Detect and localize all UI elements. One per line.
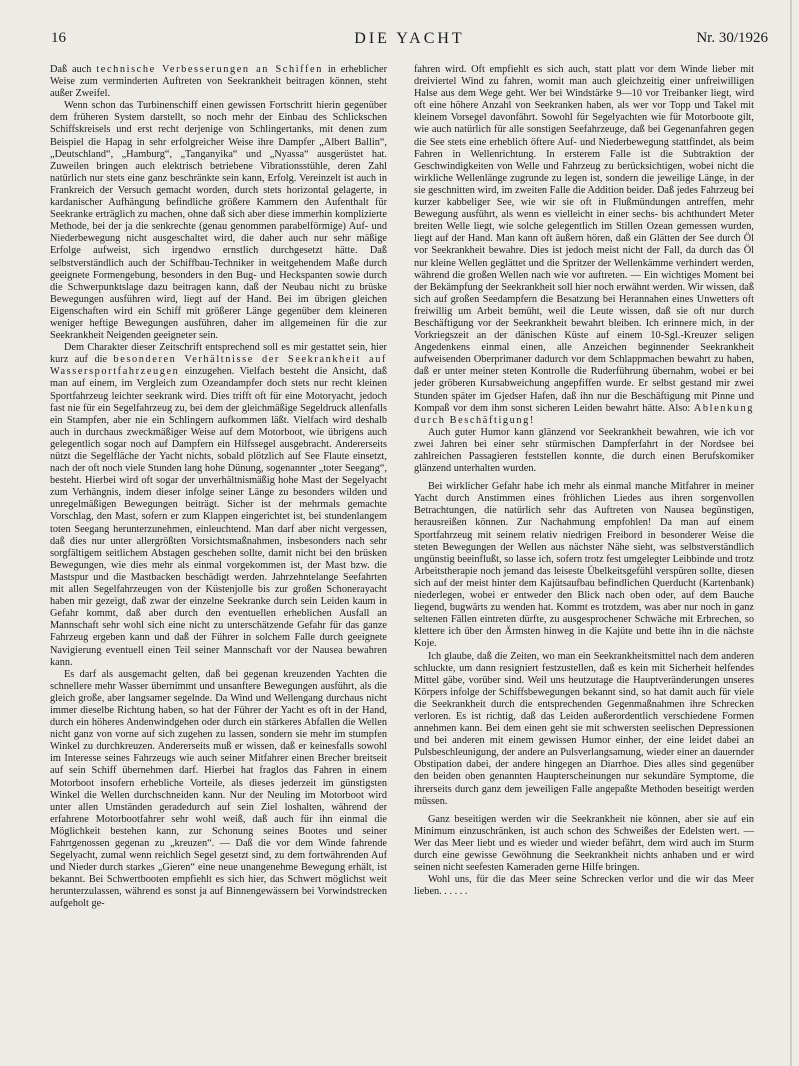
paragraph: Ich glaube, daß die Zeiten, wo man ein Seekrankheitsmittel nach dem anderen schluckte, um dann resigniert festzustellen, daß es kein mit Sicherheit helfendes Mittel gäbe, vorüber sind. Weil uns heutzutage die Hauptveränderungen unseres Körpers infolge der Schiffsbewegungen bekannt sind, so hat damit auch für viele die Seekrankheit durch die entsprechenden Gegenmaßnahmen ihre Schrecken verloren. Es ist richtig, daß das Leiden außerordentlich verschiedene Formen annehmen kann. Bei dem einen geht sie mit schwersten seelischen Depressionen und bei anderen mit einem gewissen Humor einher, der eine leidet dabei an Pulsbeschleunigung, der andere an Pulsverlangsamung, wieder einer an dauernder Obstipation dabei, der andere hingegen an Diarrhoe. Dies alles sind gegenüber den beiden oben genannten Haupterscheinungen nur sekundäre Symptome, die ihrerseits durch ganz dem jeweiligen Falle angepaßte Methoden beseitigt werden müssen. (414, 650, 754, 807)
spaced-emphasis: technische Verbesserungen an Schiffen (96, 64, 323, 75)
paragraph: Es darf als ausgemacht gelten, daß bei gegenan kreuzenden Yachten die schnellere mehr Wasser übernimmt und unsanftere Bewegungen ausführt, als die gleich große, aber langsamer segelnde. Da Wind und Wellengang durchaus nicht immer dieselbe Richtung haben, so hat der Führer der Yacht es oft in der Hand, durch ein höheres Andenwindgehen oder durch ein stärkeres Abfallen die Wellen nicht ganz von vorne auf sich zugehen zu lassen, sondern sie mehr im stumpfen Winkel zu durchkreuzen. Andererseits muß er wissen, daß er keinesfalls sowohl im Interesse seines Fahrzeugs wie auch seiner Mitfahrer einen Brecher breitseit auf sein Schiff übernehmen darf. Hierbei hat fraglos das Fahren in einem Motorboot insofern erhebliche Vorteile, als dieses jederzeit im günstigsten Winkel die Wellen durchschneiden kann. Nur der Neuling im Motorboot wird unter allen Umständen geradedurch auf sein Ziel loshalten, während der erfahrene Motorbootfahrer sehr wohl weiß, daß auch für ihn einmal die Möglichkeit bestehen kann, zur Schonung seines Bootes und seiner Fahrtgenossen gegenan zu „kreuzen“. — Daß die vor dem Winde fahrende Segelyacht, zumal wenn reichlich Segel gesetzt sind, zu dem fortwährenden Auf und Nieder durch starkes „Gieren“ eine neue unangenehme Bewegung erhält, ist bekannt. Bei Schwertbooten empfiehlt es sich hier, das Schwert möglichst weit herunterzulassen, während es sonst ja auf Binnengewässern bei Vorwindstrecken aufgeholt ge- (50, 668, 387, 910)
paragraph: Auch guter Humor kann glänzend vor Seekrankheit bewahren, wie ich vor zwei Jahren bei einer sehr stürmischen Dampferfahrt in der Nordsee bei zahlreichen Passagieren feststellen konnte, die durch einen Berufskomiker glänzend unterhalten wurden. (414, 426, 754, 475)
page-number: 16 (51, 30, 66, 46)
magazine-title: DIE YACHT (354, 30, 465, 47)
paragraph: Dem Charakter dieser Zeitschrift entsprechend soll es mir gestattet sein, hier kurz auf die besonderen Verhältnisse der Seekrankheit auf Wassersportfahrzeugen einzugehen. Vielfach besteht die Ansicht, daß man auf einem, im Vergleich zum Ozeandampfer doch stets nur recht kleinen Sportfahrzeug leichter seekrank wird. Dies trifft oft für eine Motoryacht, jedoch fast nie für ein Segelfahrzeug zu, bei dem der gleichmäßige Segeldruck allenfalls ein Stampfen, aber nie ein Schlingern aufkommen läßt. Vielfach wird deshalb auch in durchaus zweckmäßiger Weise auf dem Motorboot, wie übrigens auch gelegentlich sogar noch auf Dampfern ein Hilfssegel ausgebracht. Andererseits nützt die Segelfläche der Yacht nichts, sobald plötzlich auf See Flaute einsetzt, nach der oft noch viele Stunden lang hohe Dünung, sogenannter „toter Seegang“, besteht. Hierbei wird oft sogar der unverhältnismäßig hohe Mast der Segelyacht zum Verhängnis, indem dieser infolge seiner Länge zu besonders wilden und unregelmäßigen Bewegungen beiträgt. Sicher ist der mehrmals gemachte Vorschlag, den Mast, sofern er zum Klappen eingerichtet ist, bei stundenlangem toten Seegang herunterzunehmen, einleuchtend. Man darf aber nicht vergessen, daß dies nur unter allergrößten Vorsichtsmaßnahmen, insbesonders nach sehr sorgfältigem seitlichem Abstagen geschehen sollte, damit nicht bei den brüsken Bewegungen, wie dies mehr als einmal vorgekommen ist, der Mast bzw. die Mastspur und die Mastbacken beschädigt werden. Jahrzehntelange Seefahrten mit allen Segelfahrzeugen von der Küstenjolle bis zur großen Schonerayacht haben mir gezeigt, daß zwar der einzelne Seekranke durch sein Leiden kaum in Gefahr kommt, daß aber durch den eventuellen erheblichen Ausfall an Mannschaft sehr wohl sich eine nicht zu unterschätzende Gefahr für das ganze Fahrzeug ergeben kann und daß der Führer in solchem Falle durch geeignete Navigierung eventuell einen Teil seiner Mannschaft vor der Nausea bewahren kann. (50, 342, 388, 668)
issue-number: Nr. 30/1926 (696, 30, 768, 46)
right-column (414, 64, 754, 898)
spaced-emphasis: besonderen Verhältnisse der Seekrankheit auf Wassersportfahrzeugen (50, 354, 388, 378)
paragraph: Daß auch technische Verbesserungen an Schiffen in erheblicher Weise zum verminderten Auftreten von Seekrankheit beitragen können, steht außer Zweifel. (50, 64, 387, 100)
spaced-emphasis: Ablenkung durch Beschäftigung! (414, 402, 754, 426)
page-edge-line (790, 0, 792, 1066)
paragraph: Bei wirklicher Gefahr habe ich mehr als einmal manche Mitfahrer in meiner Yacht durch Anstimmen eines fröhlichen Liedes aus ihren sorgenvollen Betrachtungen, die natürlich sehr das Auftreten von Nausea begünstigen, herausreißen können. Zur Nachahmung empfohlen! Da man auf einem Sportfahrzeug mit seinem relativ niedrigen Freibord in besonderer Weise die steten Bewegungen der Wellen aus nächster Nähe sieht, was selbstverständlich ungünstig beeinflußt, so lasse ich, sofern trotz fest umgelegter Leibbinde und trotz Arbeitstherapie noch jemand das leiseste Übelkeitsgefühl verspüren sollte, diesen sich auf der meist hinter dem Kajütsaufbau befindlichen Querducht (Kartenbank) niederlegen, wobei er entweder den Blick nach oben oder, auf dem Bauche liegend, bugwärts zu wenden hat. Kommt es trotzdem, was aber nur noch in ganz seltenen Fällen eintreten dürfte, zu ausgesprochener Schwäche mit Erbrechen, so klettere ich über den Ärmsten hinweg in die Kajüte und bette ihn in die nächste Koje. (414, 481, 754, 650)
paragraph: Wenn schon das Turbinenschiff einen gewissen Fortschritt hierin gegenüber dem früheren System darstellt, so noch mehr der Einbau des Schlickschen Schiffskreisels und erst recht derjenige von Schlingertanks, mit denen zum Beispiel die Hapag in sehr erfolgreicher Weise ihre Dampfer „Albert Ballin“, „Deutschland“, „Hamburg“, „Tanganyika“ und „Nyassa“ ausgerüstet hat. Zuweilen bringen auch elektrisch betriebene Vibrationsstühle, deren Zahl natürlich nur stets eine ganz beschränkte sein kann, Erfolg. Vereinzelt ist auch in Frankreich der Versuch gemacht worden, durch stets horizontal gelagerte, in kardanischer Aufhängung befindliche größere Kammern den Aufenthalt für Seekranke erträglich zu machen, ohne daß sich aber diese immerhin komplizierte Methode, bei der ja die senkrechte (genau genommen parabelförmige) Auf- und Niederbewegung nicht ausgeschaltet wird, die daher auch nur sehr mäßige Erfolge aufweist, sich irgendwo ernstlich durchgesetzt hätte. Daß selbstverständlich auch der Schiffbau-Techniker in weitgehendem Maße durch geeignete Formengebung, besonders in den Bug- und Heckspanten sowie durch die Schwerpunktslage dazu beitragen kann, daß der Neubau nicht zu brüske Bewegungen ausführen wird, liegt auf der Hand. Bei im übrigen gleichen Eigenschaften wird ein Schiff mit größerer Länge gegenüber dem kleineren weniger heftige Bewegungen ausführen, daher im allgemeinen für die zur Seekrankheit Neigenden geeigneter sein. (50, 100, 387, 342)
page-header (51, 30, 768, 52)
left-column (50, 64, 387, 911)
paragraph: Ganz beseitigen werden wir die Seekrankheit nie können, aber sie auf ein Minimum einzuschränken, ist auch schon des Schweißes der Edelsten wert. — Wer das Meer liebt und es wieder und wieder befährt, dem wird auch im Sturm durch eine gewisse Gewöhnung die Seekrankheit nichts anhaben und er wird seinen nicht seefesten Kameraden gerne Hilfe bringen. (414, 813, 754, 874)
paragraph: fahren wird. Oft empfiehlt es sich auch, statt platt vor dem Winde lieber mit dreiviertel Wind zu fahren, womit man auch gleichzeitig einer unfreiwilligen Halse aus dem Wege geht. Wer bei Windstärke 9—10 vor Treibanker liegt, wird oft eine höhere Anzahl von Seekranken haben, als wer vor Topp und Takel mit kleinem Vorsegel davonfährt. Sowohl für Segelyachten wie für Motorboote gilt, wie auch natürlich für alle sonstigen Seefahrzeuge, daß bei Gegenanfahren gegen die See stets eine erheblich öftere Auf- und Niederbewegung stattfindet, als beim Fahren in Wellenrichtung. In ersterem Falle ist die Subtraktion der Geschwindigkeiten von Welle und Fahrzeug zu berücksichtigen, wobei nicht die wirkliche Wellenlänge zugrunde zu legen ist, sondern die jeweilige Länge, in der sie geschnitten wird, im zweiten Falle die Addition beider. Daß jedes Fahrzeug bei kurzer kabbeliger See, wie wir sie oft in Flußmündungen antreffen, mehr Bewegung ausführt, als wenn es vielleicht in einer sechs- bis achthundert Meter breiten Welle liegt, wie solche gelegentlich im Stillen Ozean gemessen wurden, liegt auf der Hand. Man kann oft äußern hören, daß ein Glätten der See durch Öl vor Seekrankheit bewahre. Dies ist jedoch meist nicht der Fall, da durch das Öl nur kleine Wellen geglättet und die Spritzer der Wellenkämme verhindert werden, während die großen Wellen nach wie vor auftreten. — Ein wichtiges Moment bei der Bekämpfung der Seekrankheit soll hier noch erwähnt werden. Wir wissen, daß sich auf großen Seedampfern die Besatzung bei Herannahen eines Unwetters oft freiwillig um Arbeit bemüht, weil die Leute wissen, daß sie oft nur durch Beschäftigung vor der Seekrankheit bewahrt bleiben. Ich erinnere mich, in der Vorkriegszeit an der dänischen Küste auf einem 10-Sgl.-Kreuzer seligen Angedenkens einmal einen, alle Anzeichen beginnender Seekrankheit aufweisenden Oberprimaner dadurch vor dem Schlappmachen bewahrt zu haben, daß er unter meiner steten Kontrolle die Ruderführung übernahm, wobei er bei jeder gröberen Kursabweichung angepfiffen wurde. Er selbst gestand mir zwei Stunden später im Gjedser Hafen, daß ihn nur die Beschäftigung mit Pinne und Kompaß vor dem ihm sonst sicheren Leiden bewahrt hätte. Also: Ablenkung durch Beschäftigung! (414, 64, 754, 426)
paragraph: Wohl uns, für die das Meer seine Schrecken verlor und die wir das Meer lieben. . . . . . (414, 874, 754, 898)
